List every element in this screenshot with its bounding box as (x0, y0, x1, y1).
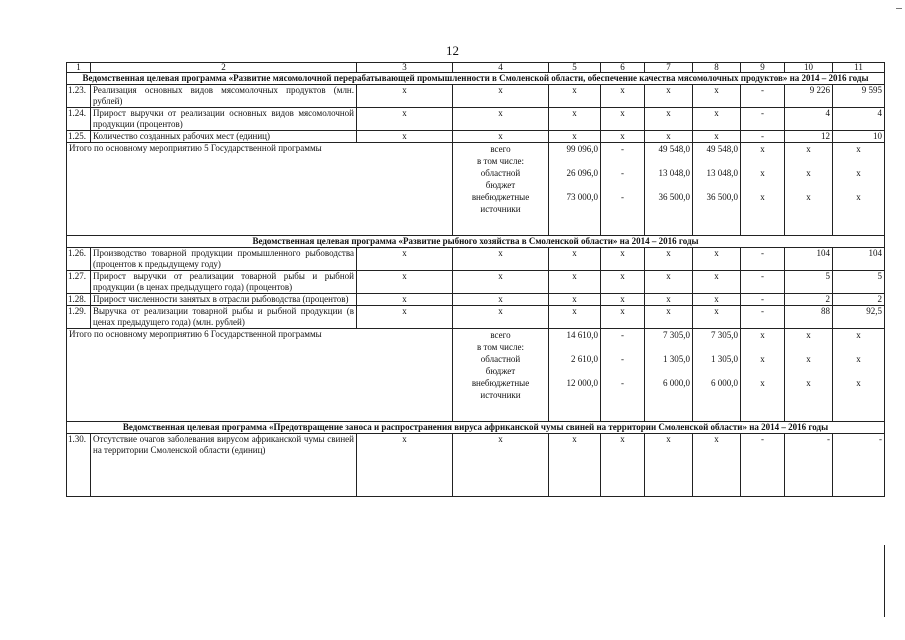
column-header: 9 (741, 63, 785, 73)
cell-c8: х (693, 271, 741, 294)
cell-c8: х (693, 108, 741, 131)
cell-c7: х (645, 85, 693, 108)
cell-c9: - (741, 294, 785, 306)
cell-c11: - (833, 434, 885, 497)
cell-c7: х (645, 248, 693, 271)
cell-c9: - (741, 248, 785, 271)
cell-c3: х (357, 434, 453, 497)
total-cell-c5 (549, 143, 601, 236)
cell-c10: 4 (785, 108, 833, 131)
cell-c10: 9 226 (785, 85, 833, 108)
total-cell-c7 (645, 329, 693, 422)
cell-line (743, 203, 782, 215)
cell-c3: х (357, 85, 453, 108)
indicator-name: Отсутствие очагов заболевания вирусом африканской чумы свиней на территории Смоленской области (единиц) (91, 434, 357, 497)
total-cell-c6 (601, 143, 645, 236)
cell-c10: 12 (785, 131, 833, 143)
cell-line: х (806, 168, 811, 178)
cell-line: х (760, 192, 765, 202)
cell-line (787, 155, 830, 167)
cell-line: х (760, 168, 765, 178)
cell-line (787, 203, 830, 215)
cell-line: 13 048,0 (706, 168, 738, 178)
row-number: 1.28. (67, 294, 91, 306)
total-cell-c6 (601, 329, 645, 422)
cell-line (835, 155, 882, 167)
cell-line (695, 389, 738, 401)
cell-c4: х (453, 271, 549, 294)
cell-line (603, 155, 642, 167)
cell-line: - (621, 144, 624, 154)
total-cell-c10 (785, 329, 833, 422)
row-number: 1.24. (67, 108, 91, 131)
cell-c11: 92,5 (833, 306, 885, 329)
corner-mark (896, 8, 902, 9)
cell-line (603, 203, 642, 215)
indicators-table (66, 62, 885, 497)
indicator-name: Прирост численности занятых в отрасли рыбоводства (процентов) (91, 294, 357, 306)
page-number: 12 (446, 43, 459, 58)
cell-line: - (621, 192, 624, 202)
indicator-name: Прирост выручки от реализации основных видов мясомолочной продукции (процентов) (91, 108, 357, 131)
cell-c7: х (645, 271, 693, 294)
cell-line: 7 305,0 (663, 330, 690, 340)
section-title: Ведомственная целевая программа «Предотвращение заноса и распространения вируса африканской чумы свиней на территории Смоленской области» на 2014 – 2016 годы (67, 422, 885, 434)
cell-c3: х (357, 108, 453, 131)
cell-line (603, 179, 642, 191)
cell-line: - (621, 330, 624, 340)
total-cell-c5 (549, 329, 601, 422)
cell-line: х (856, 168, 861, 178)
cell-line (835, 341, 882, 353)
row-number: 1.25. (67, 131, 91, 143)
cell-line: областной (480, 354, 521, 364)
cell-line: 99 096,0 (566, 144, 598, 154)
cell-line (835, 389, 882, 401)
cell-c5: х (549, 85, 601, 108)
cell-c4: х (453, 248, 549, 271)
cell-c7: х (645, 294, 693, 306)
cell-c6: х (601, 294, 645, 306)
cell-line (603, 365, 642, 377)
section-title-row (67, 73, 885, 85)
cell-line: 49 548,0 (658, 144, 690, 154)
total-cell-c9 (741, 329, 785, 422)
cell-line (603, 389, 642, 401)
indicator-name: Прирост выручки от реализации товарной рыбы и рыбной продукции (в ценах предыдущего года) (процентов) (91, 271, 357, 294)
indicator-name: Количество созданных рабочих мест (единиц) (91, 131, 357, 143)
cell-lines (603, 329, 642, 401)
total-cell-c7 (645, 143, 693, 236)
cell-line: х (856, 378, 861, 388)
cell-lines (455, 329, 546, 401)
column-header: 6 (601, 63, 645, 73)
cell-line (551, 203, 598, 215)
cell-c5: х (549, 271, 601, 294)
row-number: 1.27. (67, 271, 91, 294)
cell-line (695, 203, 738, 215)
cell-c9: - (741, 306, 785, 329)
column-header: 4 (453, 63, 549, 73)
cell-line (695, 179, 738, 191)
cell-line (743, 365, 782, 377)
cell-line: областной (480, 168, 521, 178)
cell-c4: х (453, 131, 549, 143)
cell-c11: 5 (833, 271, 885, 294)
cell-line: - (621, 354, 624, 364)
cell-c6: х (601, 85, 645, 108)
cell-c9: - (741, 434, 785, 497)
total-cell-c9 (741, 143, 785, 236)
cell-line: х (806, 144, 811, 154)
cell-c4: х (453, 434, 549, 497)
cell-c6: х (601, 306, 645, 329)
cell-line (695, 341, 738, 353)
table-body (67, 63, 885, 497)
cell-lines (743, 329, 782, 401)
row-number: 1.26. (67, 248, 91, 271)
column-header: 10 (785, 63, 833, 73)
cell-line: внебюджетные (471, 192, 530, 202)
cell-line (835, 179, 882, 191)
cell-c4: х (453, 85, 549, 108)
cell-c5: х (549, 108, 601, 131)
cell-lines (455, 143, 546, 215)
cell-c5: х (549, 294, 601, 306)
cell-c4: х (453, 108, 549, 131)
table-row (67, 248, 885, 271)
cell-c9: - (741, 271, 785, 294)
total-cell-c11 (833, 143, 885, 236)
row-number: 1.30. (67, 434, 91, 497)
cell-line (835, 203, 882, 215)
cell-line (743, 341, 782, 353)
cell-c11: 10 (833, 131, 885, 143)
cell-line: х (806, 354, 811, 364)
cell-line: 7 305,0 (711, 330, 738, 340)
cell-c8: х (693, 434, 741, 497)
table-row (67, 131, 885, 143)
cell-c3: х (357, 248, 453, 271)
cell-line: 36 500,0 (706, 192, 738, 202)
cell-c4: х (453, 294, 549, 306)
cell-line: х (856, 354, 861, 364)
total-cell-c8 (693, 143, 741, 236)
cell-c10: 88 (785, 306, 833, 329)
cell-c9: - (741, 85, 785, 108)
cell-c4: х (453, 306, 549, 329)
cell-line: 1 305,0 (663, 354, 690, 364)
cell-line: в том числе: (477, 342, 524, 352)
cell-line (695, 365, 738, 377)
cell-line: х (806, 192, 811, 202)
cell-lines (787, 329, 830, 401)
cell-line: бюджет (485, 180, 516, 190)
cell-line: 13 048,0 (658, 168, 690, 178)
section-title: Ведомственная целевая программа «Развитие рыбного хозяйства в Смоленской области» на 2014 – 2016 годы (67, 236, 885, 248)
cell-c10: 2 (785, 294, 833, 306)
cell-c7: х (645, 434, 693, 497)
column-header: 3 (357, 63, 453, 73)
table-row (67, 434, 885, 497)
cell-line: 2 610,0 (571, 354, 598, 364)
table-row (67, 271, 885, 294)
column-header: 11 (833, 63, 885, 73)
table-row (67, 108, 885, 131)
cell-line (647, 203, 690, 215)
cell-c3: х (357, 131, 453, 143)
cell-c6: х (601, 131, 645, 143)
cell-c6: х (601, 271, 645, 294)
cell-line (647, 341, 690, 353)
cell-line (787, 389, 830, 401)
cell-line: всего (490, 144, 511, 154)
row-number: 1.23. (67, 85, 91, 108)
cell-lines (551, 143, 598, 215)
cell-c8: х (693, 85, 741, 108)
section-title: Ведомственная целевая программа «Развитие мясомолочной перерабатывающей промышленности в Смоленской области, обеспечение качества мясомолочных продуктов» на 2014 – 2016 годы (67, 73, 885, 85)
cell-line: внебюджетные (471, 378, 530, 388)
column-header: 5 (549, 63, 601, 73)
cell-line: бюджет (485, 366, 516, 376)
cell-line: х (856, 330, 861, 340)
table-row (67, 294, 885, 306)
section-title-row (67, 236, 885, 248)
cell-lines (835, 143, 882, 215)
cell-line: 73 000,0 (566, 192, 598, 202)
cell-c5: х (549, 434, 601, 497)
total-cell-c11 (833, 329, 885, 422)
cell-line (787, 179, 830, 191)
cell-lines (695, 143, 738, 215)
cell-line: х (760, 354, 765, 364)
cell-line: х (760, 330, 765, 340)
cell-line: источники (480, 204, 521, 214)
cell-line: 14 610,0 (566, 330, 598, 340)
cell-line: 49 548,0 (706, 144, 738, 154)
cell-line (743, 179, 782, 191)
total-label: Итого по основному мероприятию 6 Государственной программы (67, 329, 453, 422)
cell-lines (551, 329, 598, 401)
cell-line (647, 179, 690, 191)
cell-c9: - (741, 108, 785, 131)
cell-line: 1 305,0 (711, 354, 738, 364)
column-header-row (67, 63, 885, 73)
column-header: 7 (645, 63, 693, 73)
cell-line: - (621, 168, 624, 178)
cell-c10: 104 (785, 248, 833, 271)
cell-lines (835, 329, 882, 401)
cell-c5: х (549, 306, 601, 329)
cell-line: х (856, 192, 861, 202)
cell-c6: х (601, 248, 645, 271)
cell-c8: х (693, 131, 741, 143)
cell-line (603, 341, 642, 353)
total-cell-c8 (693, 329, 741, 422)
table-row (67, 306, 885, 329)
total-row (67, 143, 885, 236)
cell-line (743, 155, 782, 167)
cell-c3: х (357, 306, 453, 329)
cell-line (551, 365, 598, 377)
cell-line: 6 000,0 (663, 378, 690, 388)
cell-c10: - (785, 434, 833, 497)
column-header: 1 (67, 63, 91, 73)
cell-c8: х (693, 294, 741, 306)
total-label: Итого по основному мероприятию 5 Государственной программы (67, 143, 453, 236)
cell-line (743, 389, 782, 401)
cell-line: в том числе: (477, 156, 524, 166)
cell-line: 12 000,0 (566, 378, 598, 388)
cell-c11: 4 (833, 108, 885, 131)
cell-line (647, 155, 690, 167)
cell-line: 26 096,0 (566, 168, 598, 178)
cell-line (787, 341, 830, 353)
cell-line: источники (480, 390, 521, 400)
cell-lines (603, 143, 642, 215)
cell-c8: х (693, 248, 741, 271)
cell-c3: х (357, 294, 453, 306)
total-cell-c4 (453, 329, 549, 422)
cell-lines (695, 329, 738, 401)
row-number: 1.29. (67, 306, 91, 329)
cell-c7: х (645, 306, 693, 329)
cell-c9: - (741, 131, 785, 143)
indicator-name: Производство товарной продукции промышленного рыбоводства (процентов к предыдущему году) (91, 248, 357, 271)
cell-line (695, 155, 738, 167)
cell-c6: х (601, 108, 645, 131)
cell-c8: х (693, 306, 741, 329)
indicator-name: Реализация основных видов мясомолочных продуктов (млн. рублей) (91, 85, 357, 108)
column-header: 2 (91, 63, 357, 73)
cell-line (551, 389, 598, 401)
cell-line: х (760, 144, 765, 154)
cell-line: х (806, 330, 811, 340)
cell-c7: х (645, 131, 693, 143)
total-cell-c10 (785, 143, 833, 236)
cell-c3: х (357, 271, 453, 294)
cell-lines (743, 143, 782, 215)
cell-lines (647, 143, 690, 215)
cell-line (551, 179, 598, 191)
cell-line (551, 341, 598, 353)
cell-line (835, 365, 882, 377)
cell-line: всего (490, 330, 511, 340)
cell-line (647, 389, 690, 401)
table-row (67, 85, 885, 108)
cell-c7: х (645, 108, 693, 131)
indicator-name: Выручка от реализации товарной рыбы и рыбной продукции (в ценах предыдущего года) (млн. рублей) (91, 306, 357, 329)
cell-line: х (760, 378, 765, 388)
total-row (67, 329, 885, 422)
cell-c11: 9 595 (833, 85, 885, 108)
total-cell-c4 (453, 143, 549, 236)
cell-line: 36 500,0 (658, 192, 690, 202)
cell-line: 6 000,0 (711, 378, 738, 388)
cell-c6: х (601, 434, 645, 497)
cell-c5: х (549, 248, 601, 271)
cell-line (787, 365, 830, 377)
right-border-mark (884, 545, 885, 617)
cell-c10: 5 (785, 271, 833, 294)
cell-line (647, 365, 690, 377)
cell-lines (787, 143, 830, 215)
cell-c5: х (549, 131, 601, 143)
cell-line: х (806, 378, 811, 388)
cell-c11: 104 (833, 248, 885, 271)
column-header: 8 (693, 63, 741, 73)
cell-line: - (621, 378, 624, 388)
section-title-row (67, 422, 885, 434)
cell-line: х (856, 144, 861, 154)
cell-line (551, 155, 598, 167)
cell-c11: 2 (833, 294, 885, 306)
cell-lines (647, 329, 690, 401)
